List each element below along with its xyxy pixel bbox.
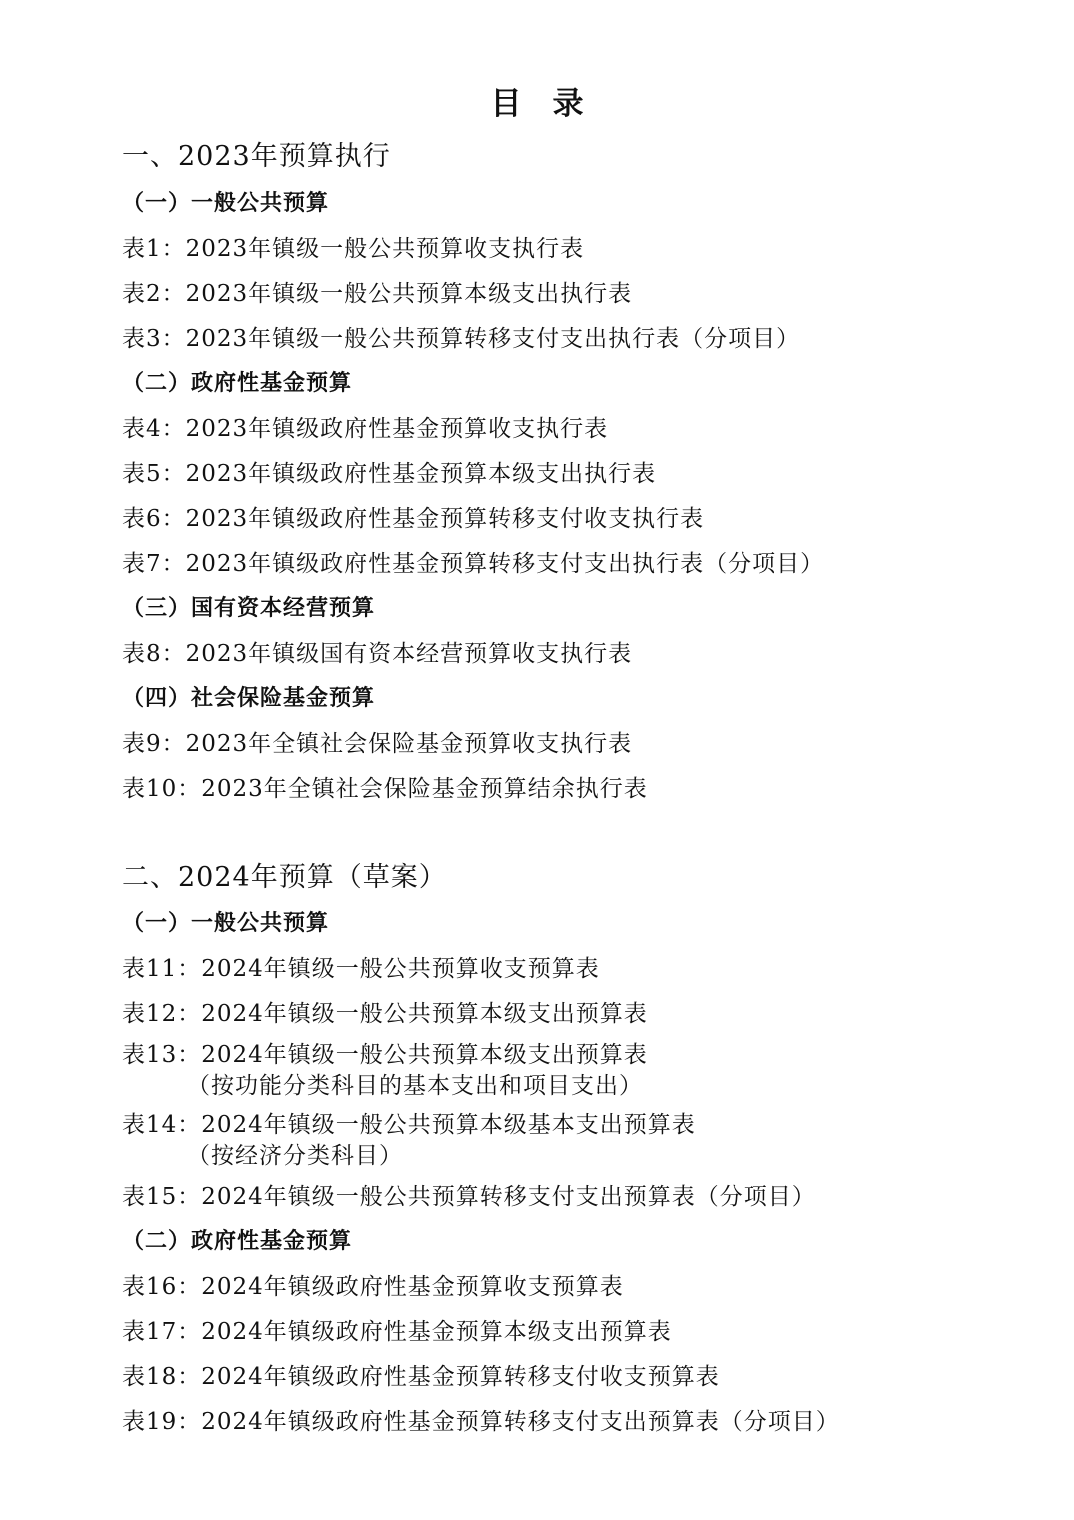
toc-item-continuation[interactable]: （按功能分类科目的基本支出和项目支出） (187, 1073, 643, 1099)
part-heading: 二、2024年预算（草案） (122, 862, 447, 893)
toc-item[interactable]: 表13：2024年镇级一般公共预算本级支出预算表 (122, 1042, 648, 1068)
section-heading: （二）政府性基金预算 (122, 371, 353, 396)
toc-item[interactable]: 表8：2023年镇级国有资本经营预算收支执行表 (122, 641, 633, 667)
toc-item[interactable]: 表12：2024年镇级一般公共预算本级支出预算表 (122, 1001, 648, 1027)
toc-item[interactable]: 表1：2023年镇级一般公共预算收支执行表 (122, 236, 585, 262)
toc-item[interactable]: 表11：2024年镇级一般公共预算收支预算表 (122, 956, 600, 982)
toc-item[interactable]: 表7：2023年镇级政府性基金预算转移支付支出执行表（分项目） (122, 551, 825, 577)
toc-item[interactable]: 表17：2024年镇级政府性基金预算本级支出预算表 (122, 1319, 672, 1345)
toc-item[interactable]: 表16：2024年镇级政府性基金预算收支预算表 (122, 1274, 624, 1300)
section-heading: （三）国有资本经营预算 (122, 596, 376, 621)
section-heading: （一）一般公共预算 (122, 191, 330, 216)
toc-item[interactable]: 表14：2024年镇级一般公共预算本级基本支出预算表 (122, 1112, 696, 1138)
toc-item[interactable]: 表10：2023年全镇社会保险基金预算结余执行表 (122, 776, 648, 802)
toc-item[interactable]: 表9：2023年全镇社会保险基金预算收支执行表 (122, 731, 633, 757)
toc-item[interactable]: 表3：2023年镇级一般公共预算转移支付支出执行表（分项目） (122, 326, 801, 352)
toc-item[interactable]: 表6：2023年镇级政府性基金预算转移支付收支执行表 (122, 506, 705, 532)
section-heading: （一）一般公共预算 (122, 911, 330, 936)
toc-item[interactable]: 表4：2023年镇级政府性基金预算收支执行表 (122, 416, 609, 442)
toc-item[interactable]: 表2：2023年镇级一般公共预算本级支出执行表 (122, 281, 633, 307)
section-heading: （四）社会保险基金预算 (122, 686, 376, 711)
toc-item[interactable]: 表18：2024年镇级政府性基金预算转移支付收支预算表 (122, 1364, 720, 1390)
toc-item[interactable]: 表19：2024年镇级政府性基金预算转移支付支出预算表（分项目） (122, 1409, 840, 1435)
toc-item-continuation[interactable]: （按经济分类科目） (187, 1143, 403, 1169)
toc-item[interactable]: 表5：2023年镇级政府性基金预算本级支出执行表 (122, 461, 657, 487)
toc-item[interactable]: 表15：2024年镇级一般公共预算转移支付支出预算表（分项目） (122, 1184, 816, 1210)
section-heading: （二）政府性基金预算 (122, 1229, 353, 1254)
toc-title: 目 录 (490, 86, 584, 122)
part-heading: 一、2023年预算执行 (122, 141, 391, 172)
